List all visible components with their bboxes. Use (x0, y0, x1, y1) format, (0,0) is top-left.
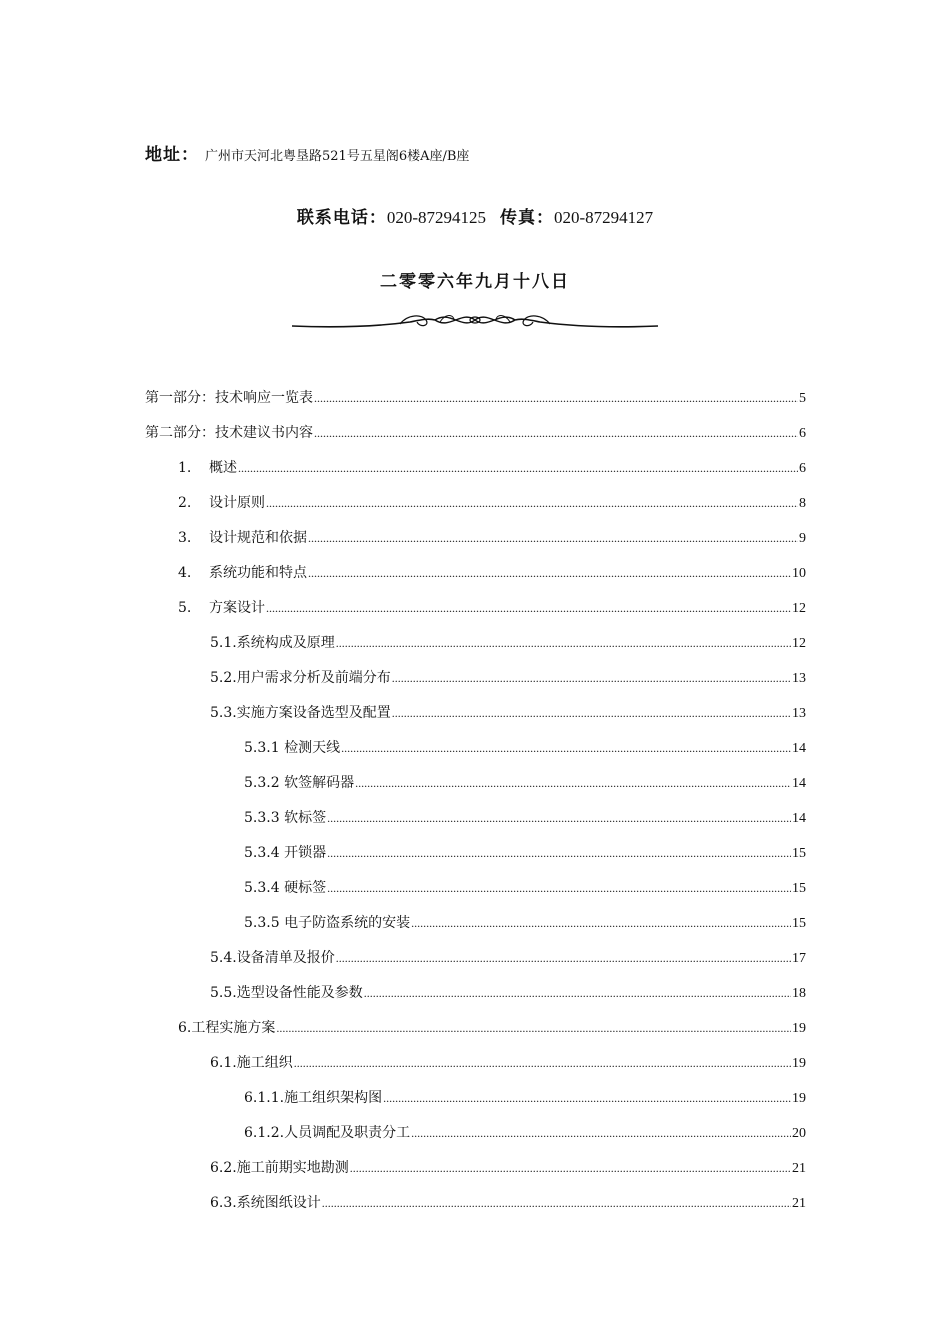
phone-label: 联系电话： (296, 208, 387, 228)
toc-page: 19 (792, 1091, 806, 1106)
toc-number: 4. (178, 565, 192, 581)
toc-page: 15 (792, 881, 806, 896)
toc-number: 3. (178, 530, 192, 546)
toc-entry[interactable] (145, 1151, 806, 1186)
toc-page: 10 (792, 566, 806, 581)
toc-page: 8 (799, 496, 806, 511)
table-of-contents (145, 381, 806, 1221)
toc-title: 第一部分：技术响应一览表 (145, 390, 313, 406)
toc-number: 5. (178, 600, 192, 616)
toc-entry[interactable] (145, 1116, 806, 1151)
toc-title: 6.1.1.施工组织架构图 (244, 1090, 383, 1106)
toc-entry[interactable] (145, 906, 806, 941)
toc-page: 13 (792, 671, 806, 686)
toc-title: 5.3.4 硬标签 (244, 880, 327, 896)
toc-entry[interactable] (145, 976, 806, 1011)
toc-title: 5.5.选型设备性能及参数 (210, 985, 363, 1001)
address-line (145, 140, 845, 165)
toc-title: 5.1.系统构成及原理 (210, 635, 335, 651)
toc-page: 15 (792, 916, 806, 931)
document-date: 二零零六年九月十八日 (380, 272, 570, 292)
contact-line (0, 203, 950, 228)
phone-value: 020-87294125 (386, 208, 486, 227)
toc-title: 6.1.2.人员调配及职责分工 (244, 1125, 411, 1141)
toc-title: 5.3.实施方案设备选型及配置 (210, 705, 391, 721)
toc-page: 19 (792, 1056, 806, 1071)
toc-page: 5 (799, 391, 806, 406)
toc-entry[interactable] (145, 416, 806, 451)
toc-page: 14 (792, 741, 806, 756)
toc-page: 21 (792, 1196, 806, 1211)
toc-entry[interactable] (145, 1081, 806, 1116)
toc-entry[interactable] (145, 381, 806, 416)
toc-page: 15 (792, 846, 806, 861)
toc-title: 5.3.3 软标签 (244, 810, 327, 826)
toc-title: 概述 (209, 460, 237, 476)
toc-title: 5.4.设备清单及报价 (210, 950, 335, 966)
toc-entry[interactable] (145, 696, 806, 731)
toc-page: 13 (792, 706, 806, 721)
toc-title: 系统功能和特点 (209, 565, 307, 581)
address-value: 广州市天河北粤垦路521号五星阁6楼A座/B座 (205, 149, 470, 164)
toc-title: 6.1.施工组织 (210, 1055, 293, 1071)
toc-title: 5.3.2 软签解码器 (244, 775, 355, 791)
toc-title: 设计规范和依据 (209, 530, 307, 546)
toc-title: 5.3.1 检测天线 (244, 740, 341, 756)
toc-page: 14 (792, 776, 806, 791)
fax-value: 020-87294127 (554, 208, 654, 227)
toc-entry[interactable] (145, 836, 806, 871)
address-label: 地址： (145, 145, 199, 165)
toc-entry[interactable] (145, 521, 806, 556)
toc-page: 20 (792, 1126, 806, 1141)
toc-number: 2. (178, 495, 192, 511)
toc-title: 第二部分：技术建议书内容 (145, 425, 313, 441)
toc-entry[interactable] (145, 486, 806, 521)
toc-title: 6.3.系统图纸设计 (210, 1195, 321, 1211)
toc-entry[interactable] (145, 661, 806, 696)
toc-entry[interactable] (145, 731, 806, 766)
toc-entry[interactable] (145, 1011, 806, 1046)
toc-entry[interactable] (145, 556, 806, 591)
toc-title: 方案设计 (209, 600, 265, 616)
toc-page: 6 (799, 426, 806, 441)
toc-page: 21 (792, 1161, 806, 1176)
toc-entry[interactable] (145, 766, 806, 801)
toc-page: 12 (792, 601, 806, 616)
toc-entry[interactable] (145, 626, 806, 661)
toc-page: 17 (792, 951, 806, 966)
toc-entry[interactable] (145, 1046, 806, 1081)
toc-title: 6.工程实施方案 (178, 1020, 276, 1036)
toc-number: 1. (178, 460, 192, 476)
toc-page: 14 (792, 811, 806, 826)
toc-entry[interactable] (145, 871, 806, 906)
toc-entry[interactable] (145, 1186, 806, 1221)
toc-page: 19 (792, 1021, 806, 1036)
toc-page: 9 (799, 531, 806, 546)
fax-label: 传真： (500, 208, 554, 228)
toc-entry[interactable] (145, 801, 806, 836)
ornament-divider-icon (290, 310, 660, 336)
toc-title: 5.2.用户需求分析及前端分布 (210, 670, 391, 686)
toc-page: 18 (792, 986, 806, 1001)
toc-entry[interactable] (145, 451, 806, 486)
toc-title: 设计原则 (209, 495, 265, 511)
toc-entry[interactable] (145, 591, 806, 626)
toc-title: 6.2.施工前期实地勘测 (210, 1160, 349, 1176)
toc-title: 5.3.5 电子防盗系统的安装 (244, 915, 411, 931)
toc-title: 5.3.4 开锁器 (244, 845, 327, 861)
toc-page: 12 (792, 636, 806, 651)
toc-page: 6 (799, 461, 806, 476)
toc-entry[interactable] (145, 941, 806, 976)
